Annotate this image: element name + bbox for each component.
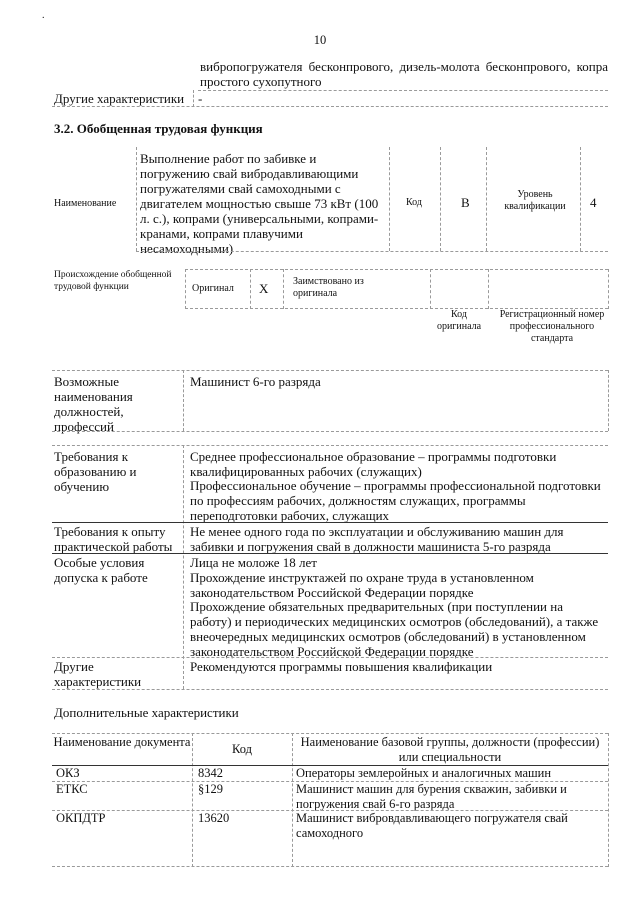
- table-row-okz-doc: ОКЗ: [56, 766, 80, 780]
- other-chars-top-value: -: [198, 91, 203, 106]
- table-row-okz-name: Операторы землеройных и аналогичных машин: [296, 766, 552, 780]
- header-document: Наименование документа: [53, 735, 191, 749]
- code-label: Код: [406, 197, 422, 208]
- reg-number-label: Регистрационный номер профессионального стандарта: [499, 309, 605, 344]
- req-education-label: Требования к образованию и обучению: [54, 449, 137, 494]
- positions-label: Возможные наименования должностей, профессий: [54, 374, 133, 434]
- req-conditions-label: Особые условия допуска к работе: [54, 555, 148, 585]
- page-number: 10: [313, 33, 327, 47]
- table-row-etks-doc: ЕТКС: [56, 782, 88, 796]
- borrowed-label: Заимствовано из оригинала: [293, 276, 364, 299]
- req-education-line-1: Среднее профессиональное образование – программы подготовки квалифицированных рабочих (служащих): [190, 449, 557, 479]
- top-continuation-text: вибропогружателя бесконпрового, дизель-молота бесконпрового, копра простого сухопутного: [200, 59, 608, 89]
- table-row-okz-code: 8342: [198, 766, 223, 780]
- name-label: Наименование: [54, 198, 117, 209]
- req-conditions-line-2: Прохождение инструктажей по охране труда в установленном законодательством Российской Федерации порядке: [190, 570, 534, 600]
- req-conditions-line-3: Прохождение обязательных предварительных (при поступлении на работу) и периодических медицинских осмотров (обследований), а также внеочередных медицинских осмотров (обследований) в установленном законодательством Российской Федерации порядке: [190, 599, 599, 659]
- code-original-label: Код оригинала: [436, 309, 482, 332]
- positions-value: Машинист 6-го разряда: [190, 374, 321, 389]
- other-chars-top-label: Другие характеристики: [54, 91, 185, 106]
- corner-mark: .: [42, 10, 45, 21]
- header-code: Код: [232, 742, 252, 756]
- level-label: Уровень квалификации: [504, 189, 566, 212]
- section-title: 3.2. Обобщенная трудовая функция: [54, 121, 263, 136]
- original-label: Оригинал: [192, 283, 234, 294]
- additional-title: Дополнительные характеристики: [54, 705, 239, 720]
- req-other-line-1: Рекомендуются программы повышения квалификации: [190, 659, 493, 674]
- table-row-okpdtr-code: 13620: [198, 811, 230, 825]
- table-row-okpdtr-name: Машинист вибровдавливающего погружателя свай самоходного: [296, 811, 568, 840]
- gtf-name-value: Выполнение работ по забивке и погружению свай вибродавливающими погружателями свай самоходными с двигателем мощностью свыше 73 кВт (100 л. с.), копрами (универсальными, копрами-кранами, копрами плавучими несамоходными): [140, 151, 379, 256]
- table-row-etks-name: Машинист машин для бурения скважин, забивки и погружения свай 6-го разряда: [296, 782, 567, 811]
- table-row-okpdtr-doc: ОКПДТР: [56, 811, 106, 825]
- req-education-line-2: Профессиональное обучение – программы профессиональной подготовки по профессиям рабочих, должностям служащих, программы переподготовки рабочих, служащих: [190, 478, 601, 523]
- req-experience-label: Требования к опыту практической работы: [54, 524, 173, 554]
- req-other-label: Другие характеристики: [54, 659, 142, 689]
- origin-label: Происхождение обобщенной трудовой функции: [54, 270, 172, 292]
- req-experience-line-1: Не менее одного года по эксплуатации и обслуживанию машин для забивки и погружения свай в должности машиниста 5-го разряда: [190, 524, 564, 554]
- code-value: B: [461, 195, 470, 210]
- table-row-etks-code: §129: [198, 782, 223, 796]
- original-mark: X: [259, 281, 269, 296]
- header-base-group: Наименование базовой группы, должности (профессии) или специальности: [300, 735, 600, 764]
- req-conditions-line-1: Лица не моложе 18 лет: [190, 555, 317, 570]
- level-value: 4: [590, 195, 597, 210]
